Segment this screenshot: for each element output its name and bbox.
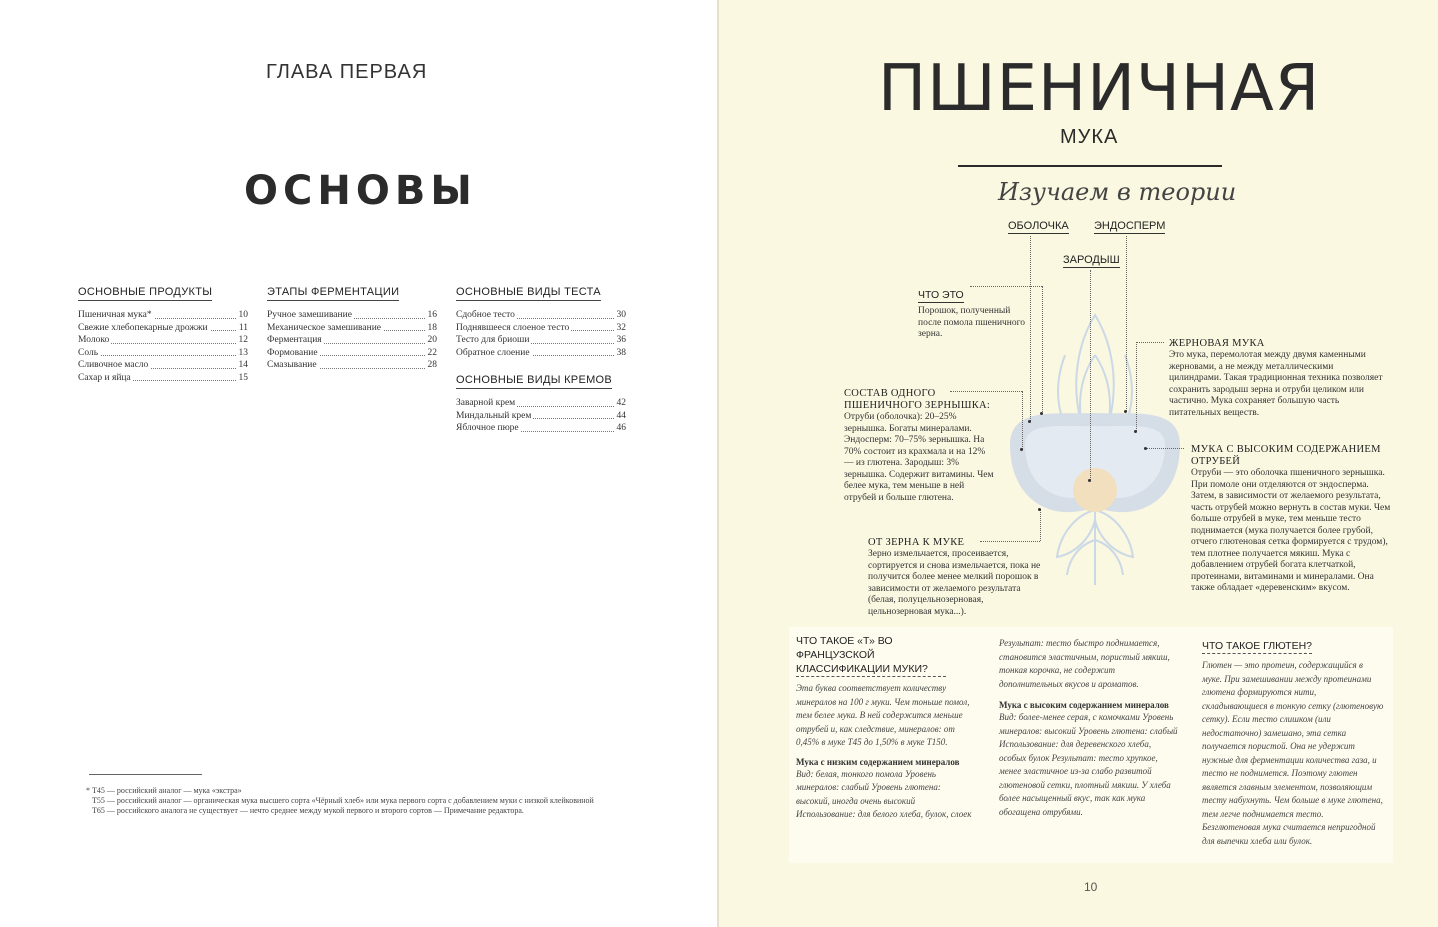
box-text: Эта буква соответствует количеству минералов на 100 г муки. Чем тоньше помол, тем белее мука. В ней содержится меньше отрубей и, как следствие, минералов: от 0,45% в муке Т45 до 1,50% в муке Т150. [796, 683, 970, 747]
germ-shape [1073, 468, 1117, 512]
callout-title: СОСТАВ ОДНОГО ПШЕНИЧНОГО ЗЕРНЫШКА: [844, 388, 991, 411]
label-germ: ЗАРОДЫШ [1063, 254, 1120, 266]
toc-section-dough [456, 280, 626, 359]
toc-section-creams [456, 368, 626, 435]
toc-heading: ОСНОВНЫЕ ВИДЫ КРЕМОВ [456, 374, 612, 389]
box-heading: ЧТО ТАКОЕ ГЛЮТЕН? [1202, 640, 1313, 652]
leader-dot [1038, 508, 1041, 511]
box-subheading: Мука с высоким содержанием минералов [999, 700, 1169, 710]
label-shell: ОБОЛОЧКА [1008, 220, 1069, 232]
toc-item[interactable]: Соль 13 [78, 347, 248, 358]
toc-item[interactable]: Поднявшееся слоеное тесто 32 [456, 322, 626, 333]
callout-text: Отруби (оболочка): 20–25% зернышка. Богаты минералами. Эндосперм: 70–75% зернышка. На 70% состоит из крахмала и на 12% — из глютена. Зародыш: 3% зернышка. Содержит витамины. Чем белее мука, тем меньше в ней отрубей и больше глютена. [844, 412, 994, 503]
footnote: Т55 — российский аналог — органическая мука высшего сорта «Чёрный хлеб» или мука первого сорта с добавлением муки с низкой клейковиной [92, 796, 594, 805]
leader-dot [1020, 448, 1023, 451]
callout-text: Зерно измельчается, просеивается, сортируется и снова измельчается, пока не получится более менее мелкий порошок в зависимости от желаемого результата (белая, полуцельнозерновая, цельнозерновая мука...). [868, 549, 1041, 617]
toc-heading: ОСНОВНЫЕ ВИДЫ ТЕСТА [456, 286, 601, 301]
leader-line [1136, 342, 1137, 431]
toc-section-products [78, 280, 248, 384]
footnotes [86, 786, 626, 816]
toc-item[interactable]: Смазывание 28 [267, 360, 437, 370]
toc-item[interactable]: Сдобное тесто 30 [456, 310, 626, 320]
box-heading: ЧТО ТАКОЕ «Т» ВО ФРАНЦУЗСКОЙ КЛАССИФИКАЦИИ МУКИ? [796, 634, 946, 677]
leader-line [1042, 286, 1043, 414]
toc-item[interactable]: Формование 22 [267, 347, 437, 358]
callout-bran [1191, 444, 1391, 595]
leader-line [1022, 391, 1023, 449]
leader-line [1136, 342, 1164, 343]
box-column-t-classification [796, 634, 976, 822]
box-text: Вид: белая, тонкого помола Уровень минералов: слабый Уровень глютена: высокий, иногда очень высокий Использование: для белого хлеба, булок, слоек [796, 768, 972, 819]
leader-dot [1144, 447, 1147, 450]
leader-line [1126, 236, 1127, 411]
toc-section-fermentation [267, 280, 437, 372]
footnote: Т65 — российского аналога не существует — нечто среднее между мукой первого и второго сортов — Примечание редактора. [92, 806, 524, 815]
toc-heading: ЭТАПЫ ФЕРМЕНТАЦИИ [267, 286, 399, 301]
page-title: ПШЕНИЧНАЯ [878, 52, 1321, 126]
script-heading: Изучаем в теории [998, 178, 1237, 206]
footnote: * Т45 — российский аналог — мука «экстра» [86, 786, 242, 795]
callout-what [918, 283, 1028, 341]
callout-title: МУКА С ВЫСОКИМ СОДЕРЖАНИЕМ ОТРУБЕЙ [1191, 444, 1381, 467]
leader-line [1090, 270, 1091, 480]
toc-item[interactable]: Сахар и яйца 15 [78, 372, 248, 383]
leader-dot [1088, 479, 1091, 482]
toc-item[interactable]: Ферментация 20 [267, 335, 437, 345]
callout-text: Порошок, полученный после помола пшеничного зерна. [918, 306, 1026, 339]
toc-item[interactable]: Тесто для бриоши 36 [456, 335, 626, 345]
callout-text: Отруби — это оболочка пшеничного зернышка. При помоле они отделяются от эндосперма. Затем, в зависимости от желаемого результата, часть отрубей можно вернуть в состав муки. Чем больше отрубей в муке, тем меньше тесто поднимается (мука получается более грубой, отчего глютеновая сетка формируется с трудом), тем плотнее получается мякиш. Мука с добавлением отрубей богата клетчаткой, протеинами, витаминами и минералами. Она также обладает «деревенским» вкусом. [1191, 468, 1391, 593]
leader-dot [1028, 420, 1031, 423]
footnote-rule [89, 774, 202, 775]
toc-item[interactable]: Сливочное масло 14 [78, 360, 248, 370]
page-subtitle: МУКА [1060, 126, 1119, 148]
toc-item[interactable]: Механическое замешивание 18 [267, 322, 437, 333]
callout-title: ЖЕРНОВАЯ МУКА [1169, 338, 1265, 349]
toc-item[interactable]: Пшеничная мука* 10 [78, 310, 248, 320]
toc-item[interactable]: Заварной крем 42 [456, 398, 626, 408]
chapter-label: ГЛАВА ПЕРВАЯ [266, 61, 428, 83]
chapter-title: ОСНОВЫ [244, 168, 477, 214]
box-text: Вид: более-менее серая, с комочками Уровень минералов: высокий Уровень глютена: слабый Использование: для деревенского хлеба, особых булок Результат: тесто хрупкое, менее эластичное из-за слабо развитой глютеновой сетки, плотный мякиш. У хлеба более насыщенный вкус, так как мука обогащена отрубями. [999, 712, 1178, 817]
toc-item[interactable]: Молоко 12 [78, 335, 248, 345]
leader-dot [1124, 410, 1127, 413]
toc-heading: ОСНОВНЫЕ ПРОДУКТЫ [78, 286, 212, 301]
page-number: 10 [1084, 880, 1098, 894]
leader-dot [1040, 412, 1043, 415]
toc-item[interactable]: Яблочное пюре 46 [456, 423, 626, 433]
box-column-results [999, 637, 1179, 819]
leader-line [1030, 236, 1031, 421]
toc-item[interactable]: Ручное замешивание 16 [267, 310, 437, 320]
title-rule [958, 165, 1222, 167]
callout-composition [844, 388, 994, 504]
callout-title: ЧТО ЭТО [918, 289, 964, 301]
callout-title: ОТ ЗЕРНА К МУКЕ [868, 537, 965, 548]
toc-item[interactable]: Свежие хлебопекарные дрожжи 11 [78, 322, 248, 333]
leader-dot [1134, 430, 1137, 433]
callout-millstone [1169, 338, 1384, 419]
box-text: Результат: тесто быстро поднимается, становится эластичным, пористый мякиш, тонкая корочка, не содержит дополнительных вкусов и ароматов. [999, 638, 1170, 689]
box-column-gluten [1202, 634, 1384, 848]
toc-item[interactable]: Миндальный крем 44 [456, 410, 626, 421]
leader-line [1146, 448, 1184, 449]
label-endosperm: ЭНДОСПЕРМ [1094, 220, 1166, 232]
callout-text: Это мука, перемолотая между двумя каменными жерновами, а не между металлическими цилиндрами. Такая традиционная техника позволяет сохранить зародыш зерна и отруби целиком или частично. Мука сохраняет большую часть питательных веществ. [1169, 350, 1383, 418]
box-subheading: Мука с низким содержанием минералов [796, 756, 960, 767]
toc-item[interactable]: Обратное слоение 38 [456, 347, 626, 358]
callout-grain-to-flour [868, 537, 1048, 618]
book-spine [717, 0, 719, 927]
box-text: Глютен — это протеин, содержащийся в муке. При замешивании между протеинами глютена формируются нити, складывающиеся в тонкую сетку (глютеновую сетку). Если тесто слишком (или недостаточно) замешано, эта сетка получается пористой. Она не удержит нужные для ферментации количества газа, и тесто не поднимется. Поэтому глютен является главным элементом, позволяющим тесту набухнуть. Чем больше в муке глютена, тем легче поднимается тесто. Безглютеновая мука считается непригодной для выпечки хлеба или булок. [1202, 660, 1384, 846]
